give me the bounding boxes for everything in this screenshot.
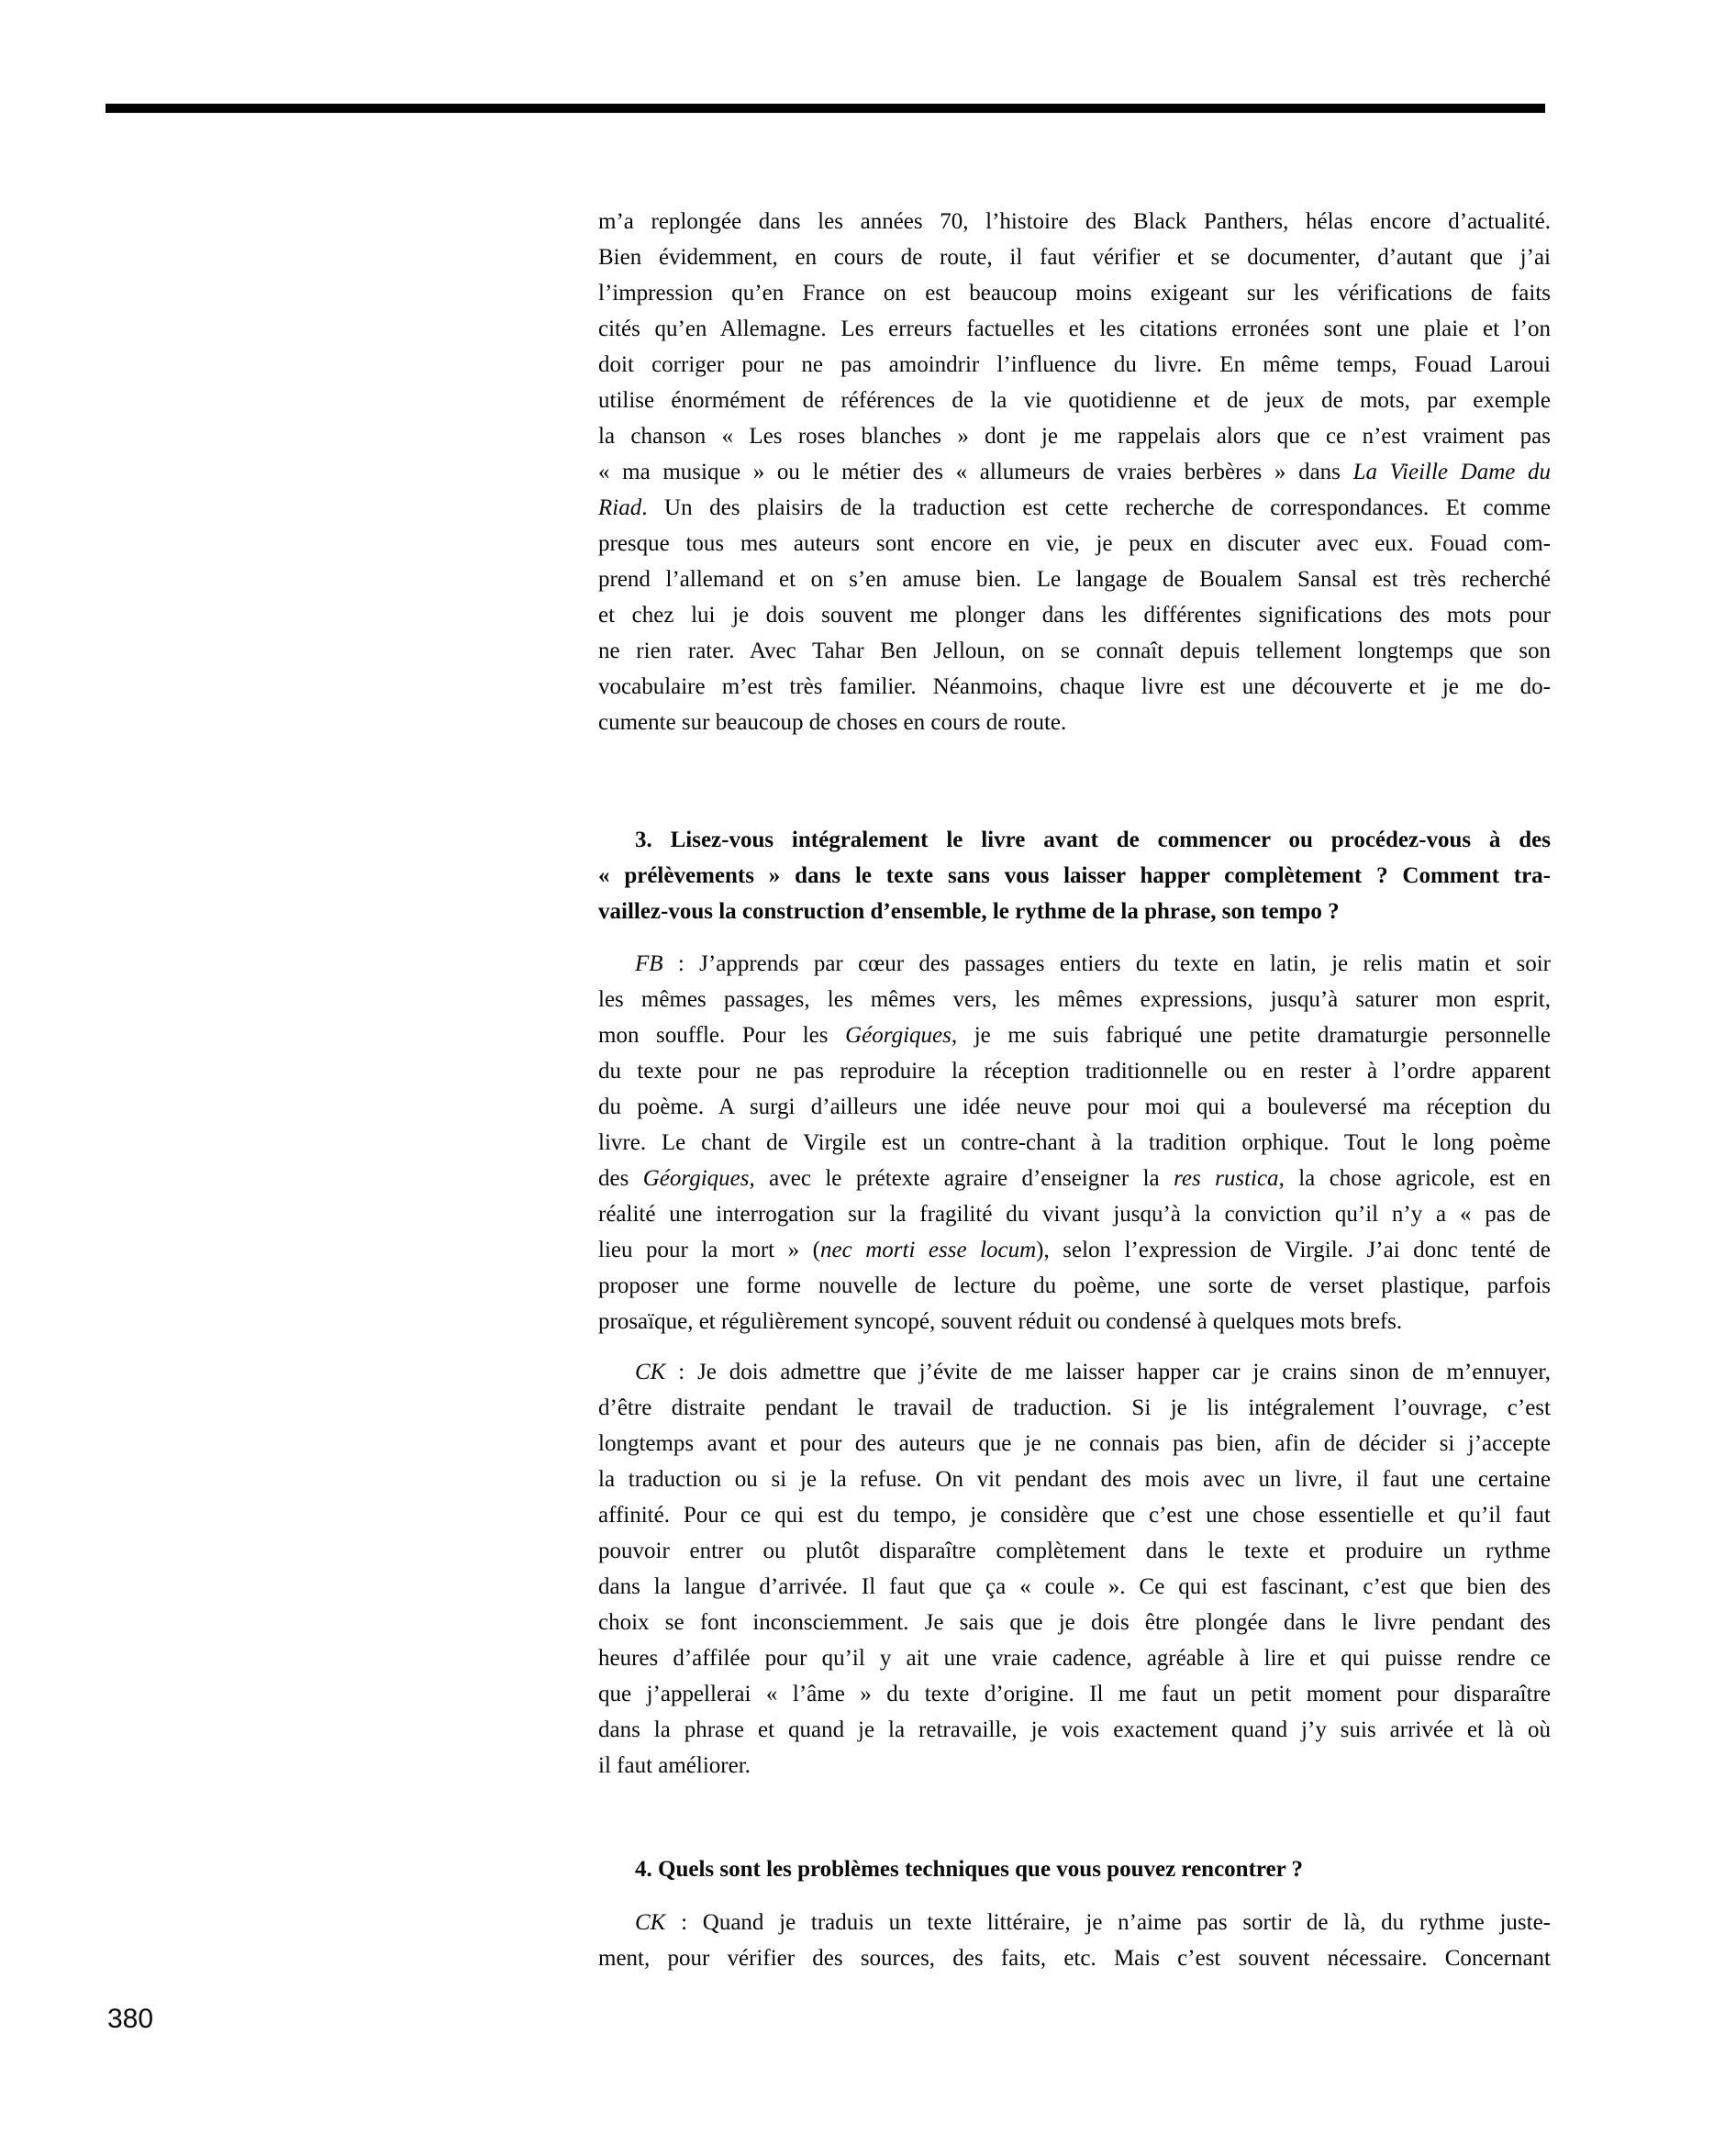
- text-run: ne rien rater. Avec Tahar Ben Jelloun, on se connaît depuis tellement longtemps que son: [598, 639, 1551, 663]
- text-run: proposer une forme nouvelle de lecture du poème, une sorte de verset plastique, parfois: [598, 1273, 1551, 1298]
- text-run: des: [598, 1166, 643, 1191]
- text-run: La Vieille Dame du: [1352, 460, 1551, 484]
- text-run: Géorgiques: [845, 1023, 952, 1048]
- text-line: [598, 1676, 1551, 1712]
- text-line: [598, 1268, 1551, 1304]
- text-run: longtemps avant et pour des auteurs que je ne connais pas bien, afin de décider si j’accepte: [598, 1431, 1551, 1456]
- top-rule: [106, 104, 1545, 113]
- text-run: dans la phrase et quand je la retravaille, je vois exactement quand j’y suis arrivée et là où: [598, 1717, 1551, 1742]
- text-run: cités qu’en Allemagne. Les erreurs factuelles et les citations erronées sont une plaie et l’on: [598, 317, 1551, 341]
- text-run: , je me suis fabriqué une petite dramaturgie personnelle: [951, 1023, 1551, 1048]
- ck-answer-2-paragraph: [598, 1905, 1551, 1976]
- text-column: [598, 204, 1551, 1976]
- question-3-heading: [598, 822, 1551, 929]
- text-line: [598, 1390, 1551, 1426]
- text-line: [598, 383, 1551, 418]
- text-run: choix se font inconsciemment. Je sais que je dois être plongée dans le livre pendant des: [598, 1610, 1551, 1635]
- text-line: [598, 1640, 1551, 1676]
- text-run: vaillez-vous la construction d’ensemble, le rythme de la phrase, son tempo ?: [598, 899, 1340, 924]
- text-run: nec morti esse locum: [820, 1238, 1037, 1262]
- text-line: [598, 239, 1551, 275]
- text-line: [598, 1461, 1551, 1497]
- text-run: dans la langue d’arrivée. Il faut que ça « coule ». Ce qui est fascinant, c’est que bien des: [598, 1574, 1551, 1599]
- text-line: [598, 1089, 1551, 1125]
- text-line: [598, 894, 1551, 929]
- text-line: [598, 1605, 1551, 1640]
- text-line: [598, 822, 1551, 858]
- text-run: res rustica: [1174, 1166, 1279, 1191]
- text-line: [598, 311, 1551, 347]
- text-run: : Quand je traduis un texte littéraire, je n’aime pas sortir de là, du rythme juste-: [665, 1910, 1551, 1935]
- text-line: [598, 347, 1551, 383]
- text-line: [598, 633, 1551, 669]
- text-line: [598, 1232, 1551, 1268]
- text-run: doit corriger pour ne pas amoindrir l’influence du livre. En même temps, Fouad Laroui: [598, 352, 1551, 377]
- text-run: 3. Lisez-vous intégralement le livre avant de commencer ou procédez-vous à des: [635, 828, 1551, 852]
- text-line: [598, 705, 1551, 740]
- text-line: [598, 526, 1551, 561]
- text-run: réalité une interrogation sur la fragilité du vivant jusqu’à la conviction qu’il n’y a « pas de: [598, 1202, 1551, 1227]
- text-run: presque tous mes auteurs sont encore en vie, je peux en discuter avec eux. Fouad com-: [598, 531, 1551, 556]
- text-run: que j’appellerai « l’âme » du texte d’origine. Il me faut un petit moment pour disparaître: [598, 1682, 1551, 1706]
- text-run: livre. Le chant de Virgile est un contre-chant à la tradition orphique. Tout le long poème: [598, 1130, 1551, 1155]
- text-run: pouvoir entrer ou plutôt disparaître complètement dans le texte et produire un rythme: [598, 1539, 1551, 1563]
- text-run: du texte pour ne pas reproduire la réception traditionnelle ou en rester à l’ordre apparent: [598, 1059, 1551, 1084]
- text-line: [598, 1940, 1551, 1976]
- text-run: prend l’allemand et on s’en amuse bien. Le langage de Boualem Sansal est très recherché: [598, 567, 1551, 592]
- text-line: [598, 275, 1551, 311]
- text-line: [598, 946, 1551, 982]
- text-run: Géorgiques: [642, 1166, 750, 1191]
- text-line: [598, 418, 1551, 454]
- text-run: du poème. A surgi d’ailleurs une idée neuve pour moi qui a bouleversé ma réception du: [598, 1095, 1551, 1119]
- text-line: [598, 669, 1551, 705]
- text-line: [598, 1161, 1551, 1196]
- text-line: [598, 1905, 1551, 1940]
- text-run: les mêmes passages, les mêmes vers, les mêmes expressions, jusqu’à saturer mon esprit,: [598, 987, 1551, 1012]
- text-line: [598, 1851, 1551, 1887]
- text-line: [598, 1017, 1551, 1053]
- text-line: [598, 490, 1551, 526]
- text-line: [598, 454, 1551, 490]
- text-run: utilise énormément de références de la vie quotidienne et de jeux de mots, par exemple: [598, 388, 1551, 413]
- text-run: lieu pour la mort » (: [598, 1238, 820, 1262]
- question-4-heading: [598, 1851, 1551, 1887]
- text-line: [598, 1497, 1551, 1533]
- ck-answer-paragraph: [598, 1354, 1551, 1784]
- text-run: , avec le prétexte agraire d’enseigner la: [749, 1166, 1174, 1191]
- opening-paragraph: [598, 204, 1551, 740]
- text-line: [598, 1354, 1551, 1390]
- text-line: [598, 561, 1551, 597]
- text-run: : Je dois admettre que j’évite de me laisser happer car je crains sinon de m’ennuyer,: [665, 1360, 1551, 1384]
- text-line: [598, 982, 1551, 1017]
- text-run: mon souffle. Pour les: [598, 1023, 846, 1048]
- text-line: [598, 1125, 1551, 1161]
- text-run: « prélèvements » dans le texte sans vous laisser happer complètement ? Comment tra-: [598, 863, 1551, 888]
- text-run: ), selon l’expression de Virgile. J’ai donc tenté de: [1036, 1238, 1551, 1262]
- text-run: d’être distraite pendant le travail de traduction. Si je lis intégralement l’ouvrage, c’est: [598, 1395, 1551, 1420]
- text-run: CK: [635, 1910, 666, 1935]
- text-run: « ma musique » ou le métier des « allumeurs de vraies berbères » dans: [598, 460, 1353, 484]
- text-line: [598, 1712, 1551, 1748]
- page-number: 380: [107, 2004, 154, 2034]
- text-run: et chez lui je dois souvent me plonger dans les différentes significations des mots pour: [598, 603, 1551, 628]
- text-line: [598, 1569, 1551, 1605]
- text-run: , la chose agricole, est en: [1278, 1166, 1551, 1191]
- text-line: [598, 1748, 1551, 1784]
- text-run: . Un des plaisirs de la traduction est cette recherche de correspondances. Et comme: [641, 495, 1551, 520]
- text-run: il faut améliorer.: [598, 1753, 751, 1778]
- text-run: vocabulaire m’est très familier. Néanmoins, chaque livre est une découverte et je me do-: [598, 674, 1551, 699]
- text-run: 4. Quels sont les problèmes techniques que vous pouvez rencontrer ?: [635, 1857, 1304, 1882]
- text-run: ment, pour vérifier des sources, des faits, etc. Mais c’est souvent nécessaire. Concernant: [598, 1946, 1551, 1971]
- text-line: [598, 1053, 1551, 1089]
- fb-answer-paragraph: [598, 946, 1551, 1339]
- text-run: cumente sur beaucoup de choses en cours de route.: [598, 710, 1067, 735]
- text-run: m’a replongée dans les années 70, l’histoire des Black Panthers, hélas encore d’actualité.: [598, 209, 1551, 234]
- text-line: [598, 1304, 1551, 1339]
- text-run: l’impression qu’en France on est beaucoup moins exigeant sur les vérifications de faits: [598, 281, 1551, 306]
- text-run: prosaïque, et régulièrement syncopé, souvent réduit ou condensé à quelques mots brefs.: [598, 1309, 1403, 1334]
- text-run: Bien évidemment, en cours de route, il faut vérifier et se documenter, d’autant que j’ai: [598, 245, 1551, 270]
- text-line: [598, 858, 1551, 894]
- text-line: [598, 1426, 1551, 1461]
- text-line: [598, 204, 1551, 239]
- text-run: Riad: [598, 495, 642, 520]
- text-line: [598, 1196, 1551, 1232]
- text-run: CK: [635, 1360, 666, 1384]
- text-run: FB: [635, 951, 663, 976]
- text-run: affinité. Pour ce qui est du tempo, je considère que c’est une chose essentielle et qu’il faut: [598, 1503, 1551, 1528]
- text-run: : J’apprends par cœur des passages entiers du texte en latin, je relis matin et soir: [662, 951, 1551, 976]
- text-line: [598, 1533, 1551, 1569]
- text-run: heures d’affilée pour qu’il y ait une vraie cadence, agréable à lire et qui puisse rendre ce: [598, 1646, 1551, 1671]
- text-run: la chanson « Les roses blanches » dont je me rappelais alors que ce n’est vraiment pas: [598, 424, 1551, 449]
- text-run: la traduction ou si je la refuse. On vit pendant des mois avec un livre, il faut une certaine: [598, 1467, 1551, 1492]
- text-line: [598, 597, 1551, 633]
